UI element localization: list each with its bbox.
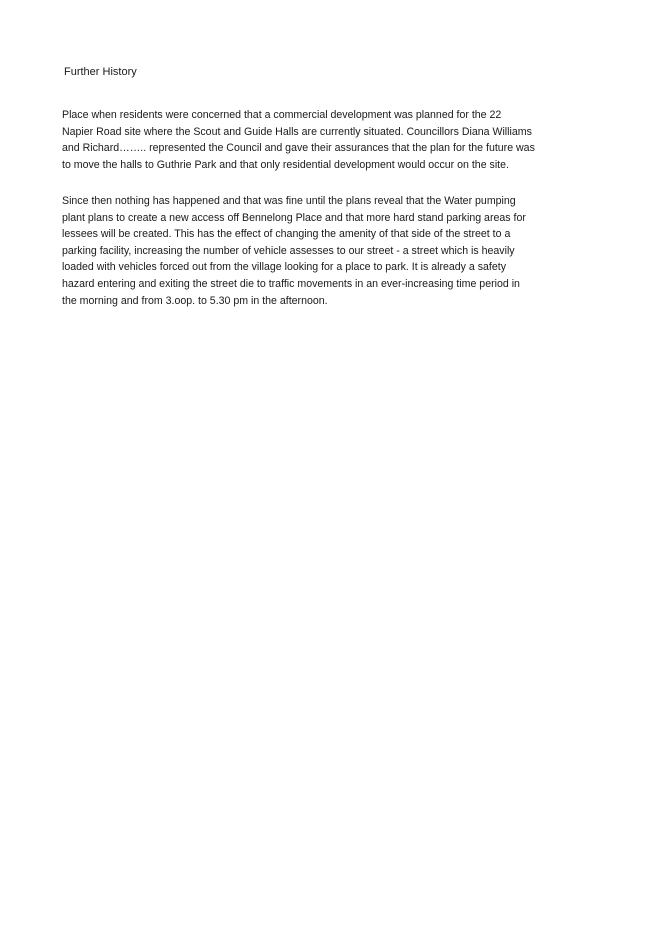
paragraph-2 — [62, 193, 562, 309]
paragraph-line: hazard entering and exiting the street die to traffic movements in an ever-increasing time period in — [62, 277, 520, 290]
paragraph-1 — [62, 107, 562, 173]
paragraph-line: Since then nothing has happened and that was fine until the plans reveal that the Water pumping — [62, 195, 516, 207]
paragraph-line: parking facility, increasing the number of vehicle assesses to our street - a street which is heavily — [62, 244, 515, 257]
paragraph-line: Place when residents were concerned that a commercial development was planned for the 22 — [62, 109, 502, 121]
paragraph-line: Napier Road site where the Scout and Guide Halls are currently situated. Councillors Diana Williams — [62, 125, 532, 138]
paragraph-line: plant plans to create a new access off Bennelong Place and that more hard stand parking areas for — [62, 211, 526, 224]
paragraph-line: and Richard…….. represented the Council and gave their assurances that the plan for the future was — [62, 142, 535, 155]
paragraph-line: the morning and from 3.oop. to 5.30 pm in the afternoon. — [62, 294, 328, 307]
section-heading: Further History — [64, 66, 137, 78]
paragraph-line: loaded with vehicles forced out from the village looking for a place to park. It is already a safety — [62, 261, 506, 274]
paragraph-line: to move the halls to Guthrie Park and that only residential development would occur on the site. — [62, 158, 509, 171]
paragraph-line: lessees will be created. This has the effect of changing the amenity of that side of the street to a — [62, 228, 511, 241]
